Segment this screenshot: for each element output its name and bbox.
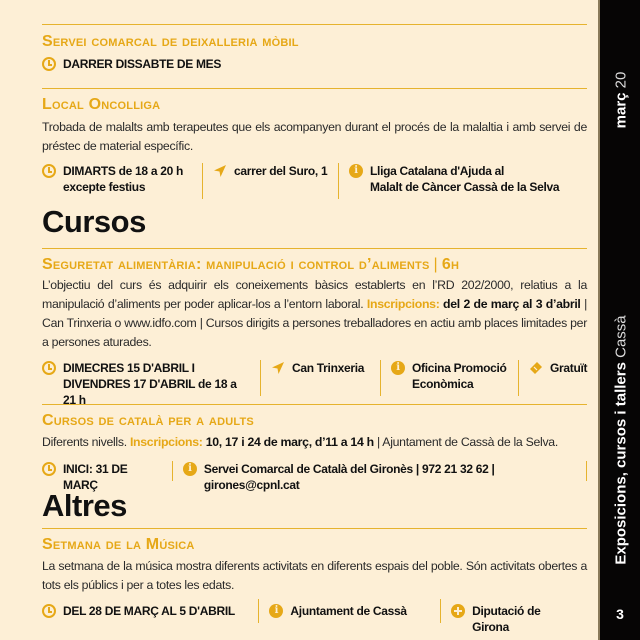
- sidebar-year: 20: [612, 71, 630, 89]
- heading-altres: Altres: [42, 488, 127, 523]
- info-cell: [258, 599, 440, 623]
- info-cell: [172, 461, 587, 492]
- info-row-musica: [42, 603, 587, 634]
- section-title-musica: Setmana de la Música: [42, 536, 195, 553]
- info-icon: i: [269, 604, 283, 618]
- info-icon: i: [183, 462, 197, 476]
- info-cell: [338, 163, 569, 199]
- agenda-page: [42, 0, 587, 640]
- when-text: INICI: 31 DE MARÇ: [63, 462, 128, 492]
- price-text: Gratuït: [550, 361, 588, 375]
- description-oncolliga: Trobada de malalts amb terapeutes que els acompanyen durant el procés de la malaltia i amb servei de préstec de material específic.: [42, 120, 587, 153]
- clock-icon: [42, 462, 56, 476]
- when-cell: [42, 360, 260, 408]
- info-line-2: Econòmica: [412, 377, 474, 391]
- section-title-catala: Cursos de català per a adults: [42, 412, 254, 429]
- desc-part-2: | Ajuntament de Cassà de la Selva.: [376, 435, 558, 449]
- info-text: Ajuntament de Cassà: [290, 604, 407, 618]
- info-row-oncolliga: [42, 163, 569, 199]
- when-line-2: DIVENDRES 17 D'ABRIL de 18 a 21 h: [63, 377, 237, 407]
- location-arrow-icon: [213, 164, 227, 178]
- divider: [42, 404, 587, 405]
- heading-cursos: Cursos: [42, 204, 146, 239]
- info-text-wrap: [412, 360, 507, 392]
- when-text-wrap: [63, 360, 250, 408]
- divider: [42, 24, 587, 25]
- section-title-deixalleria: Servei comarcal de deixalleria mòbil: [42, 33, 299, 50]
- description-seguretat: [42, 276, 587, 352]
- info-row-deixalleria: [42, 56, 231, 72]
- clock-icon: [42, 164, 56, 178]
- info-line-2: Malalt de Càncer Cassà de la Selva: [370, 180, 560, 194]
- when-cell: [42, 603, 258, 619]
- description-catala: [42, 433, 587, 452]
- title-separator: |: [433, 256, 438, 273]
- section-title-oncolliga: Local Oncolliga: [42, 96, 161, 113]
- sidebar-title: [613, 315, 630, 564]
- clock-icon: [42, 604, 56, 618]
- description-musica: La setmana de la música mostra diferents activitats en diferents espais del poble. Són activitats obertes a tots els públics i per a totes les edats.: [42, 559, 587, 592]
- when-line-1: DIMECRES 15 D'ABRIL I: [63, 361, 195, 375]
- info-text: Servei Comarcal de Català del Gironès | 972 21 32 62 | girones@cpnl.cat: [203, 462, 495, 492]
- price-cell: [518, 360, 597, 396]
- sidebar-date: [613, 72, 630, 129]
- desc-part-1: L’objectiu del curs és adquirir els coneixements bàsics establerts en l’RD 202/2000, relatius a la manipulació d’aliments per poder aplicar-los a l’entorn laboral.: [42, 278, 587, 311]
- inscripcions-label: Inscripcions:: [129, 435, 203, 449]
- sidebar-title-bold: Exposicions, cursos i tallers: [612, 362, 630, 565]
- sidebar-title-town: Cassà: [612, 315, 630, 358]
- where-cell: [202, 163, 338, 199]
- info-text-wrap: [370, 163, 559, 195]
- duration-text: 6h: [441, 256, 460, 273]
- info-icon: i: [391, 361, 405, 375]
- clock-icon: [42, 57, 56, 71]
- divider: [42, 528, 587, 529]
- section-title-seguretat: [42, 256, 459, 274]
- when-cell: [42, 56, 231, 72]
- location-arrow-icon: [271, 361, 285, 375]
- where-text: Can Trinxeria: [292, 361, 365, 375]
- info-cell: [380, 360, 518, 396]
- info-line-1: Lliga Catalana d'Ajuda al: [370, 164, 505, 178]
- clock-icon: [42, 361, 56, 375]
- info-line-1: Oficina Promoció: [412, 361, 507, 375]
- inscripcions-label: Inscripcions:: [366, 297, 440, 311]
- when-line-2: excepte festius: [63, 180, 146, 194]
- divider: [42, 88, 587, 89]
- desc-part-1: Diferents nivells.: [42, 435, 127, 449]
- when-text: DEL 28 DE MARÇ AL 5 D'ABRIL: [63, 604, 235, 618]
- inscripcions-dates: 10, 17 i 24 de març, d’11 a 14 h: [205, 435, 374, 449]
- sidebar-month: març: [612, 92, 630, 129]
- support-text: Diputació de Girona: [472, 604, 541, 634]
- when-cell: [42, 163, 202, 195]
- when-text: DARRER DISSABTE DE MES: [63, 57, 222, 71]
- ticket-icon: [529, 361, 543, 375]
- plus-icon: [451, 604, 465, 618]
- desc-part-2: | Can Trinxeria o www.idfo.com | Cursos dirigits a persones treballadores en actiu amb places limitades per a persones aturades.: [42, 297, 587, 349]
- info-icon: i: [349, 164, 363, 178]
- divider: [42, 248, 587, 249]
- when-line-1: DIMARTS de 18 a 20 h: [63, 164, 184, 178]
- title-text: Seguretat alimentària: manipulació i control d’aliments: [42, 256, 430, 273]
- page-number: 3: [616, 606, 624, 622]
- when-text-wrap: [63, 163, 183, 195]
- where-text: carrer del Suro, 1: [234, 164, 328, 178]
- inscripcions-dates: del 2 de març al 3 d’abril: [443, 297, 581, 311]
- sidebar: [598, 0, 640, 640]
- info-row-seguretat: [42, 360, 597, 408]
- where-cell: [260, 360, 380, 396]
- support-cell: [440, 599, 587, 634]
